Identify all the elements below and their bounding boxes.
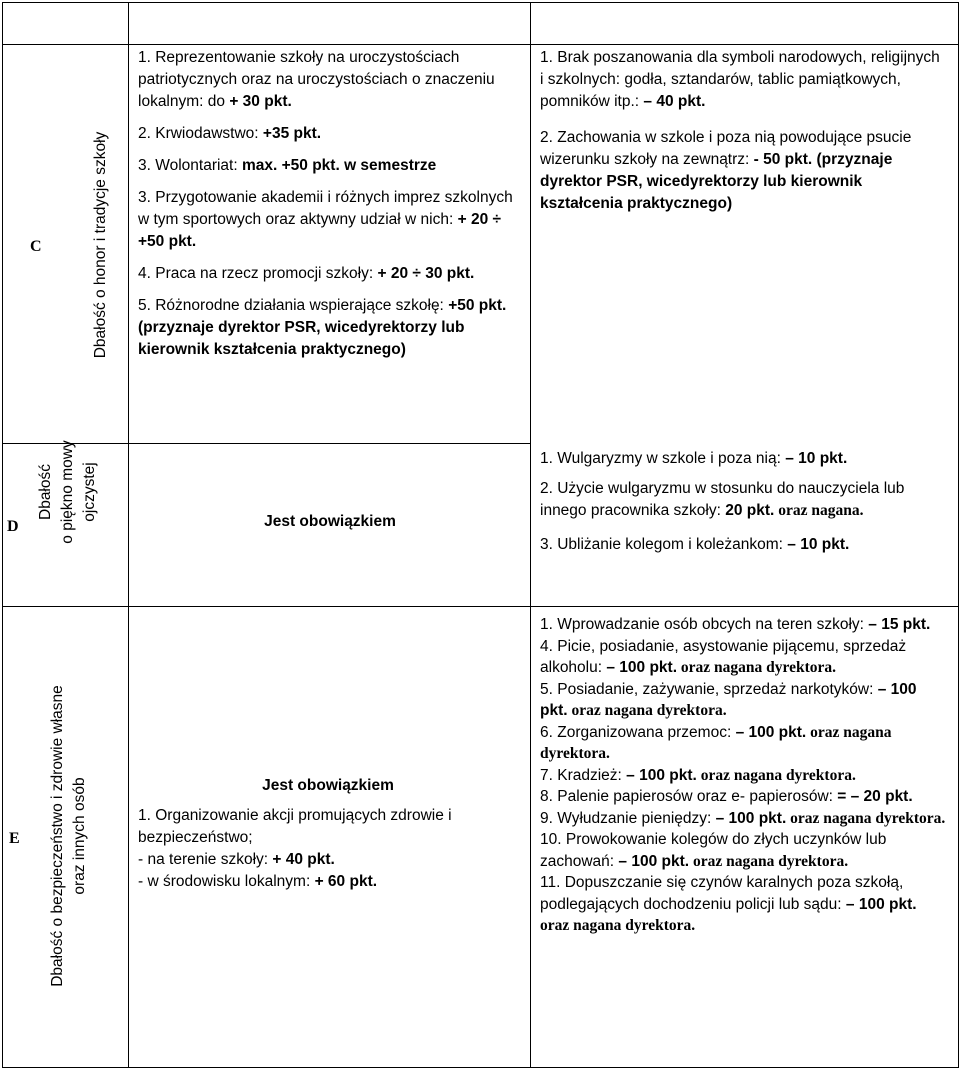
list-item: 2. Krwiodawstwo: +35 pkt. [138, 125, 322, 142]
list-item: 3. Przygotowanie akademii i różnych imprez szkolnych w tym sportowych oraz aktywny udział w nich: + 20 ÷ +50 pkt. [138, 189, 513, 250]
list-item: 9. Wyłudzanie pieniędzy: – 100 pkt. oraz nagana dyrektora. [540, 809, 946, 827]
section-category-c: Dbałość o honor i tradycje szkoły [92, 131, 109, 359]
list-item: 6. Zorganizowana przemoc: – 100 pkt. oraz nagana dyrektora. [540, 723, 892, 762]
list-item: 3. Wolontariat: max. +50 pkt. w semestrze [138, 157, 437, 174]
list-item: - w środowisku lokalnym: + 60 pkt. [138, 873, 378, 890]
list-item: 5. Różnorodne działania wspierające szkołę: +50 pkt. (przyznaje dyrektor PSR, wicedyrektorzy lub kierownik kształcenia praktycznego) [138, 297, 507, 358]
list-item: 1. Wulgaryzmy w szkole i poza nią: – 10 pkt. [540, 450, 848, 467]
list-item: 1. Wprowadzanie osób obcych na teren szkoły: – 15 pkt. [540, 616, 931, 633]
list-item: 1. Organizowanie akcji promujących zdrowie i bezpieczeństwo; [138, 807, 452, 846]
row-divider-d-e [2, 606, 958, 607]
section-c-negative [540, 47, 940, 215]
category-line: o piękno mowy [59, 440, 76, 544]
list-item: 1. Brak poszanowania dla symboli narodowych, religijnych i szkolnych: godła, sztandarów, tablic pamiątkowych, pomników itp.: – 40 pkt. [540, 49, 940, 110]
table-top-border [2, 2, 958, 3]
category-line: Dbałość [37, 464, 54, 520]
category-line: Dbałość o bezpieczeństwo i zdrowie własne [49, 685, 66, 987]
list-item: 8. Palenie papierosów oraz e- papierosów: = – 20 pkt. [540, 788, 913, 805]
section-letter-e: E [9, 830, 20, 847]
list-item: 2. Zachowania w szkole i poza nią powodujące psucie wizerunku szkoły na zewnątrz: - 50 pkt. (przyznaje dyrektor PSR, wicedyrektorzy lub kierownik kształcenia praktycznego) [540, 129, 912, 212]
section-letter-c: C [30, 238, 42, 255]
section-d-negative [540, 448, 940, 556]
list-item: 11. Dopuszczanie się czynów karalnych poza szkołą, podlegających dochodzeniu policji lub sądu: – 100 pkt. oraz nagana dyrektora. [540, 874, 917, 934]
list-item: 5. Posiadanie, zażywanie, sprzedaż narkotyków: – 100 pkt. oraz nagana dyrektora. [540, 680, 917, 719]
section-c-positive [138, 47, 518, 361]
list-item: 10. Prowokowanie kolegów do złych uczynków lub zachowań: – 100 pkt. oraz nagana dyrektora. [540, 831, 887, 870]
list-item: - na terenie szkoły: + 40 pkt. [138, 851, 335, 868]
list-item: 4. Picie, posiadanie, asystowanie pijącemu, sprzedaż alkoholu: – 100 pkt. oraz nagana dyrektora. [540, 637, 907, 676]
list-item: 2. Użycie wulgaryzmu w stosunku do nauczyciela lub innego pracownika szkoły: 20 pkt. oraz nagana. [540, 480, 905, 519]
category-line: oraz innych osób [71, 777, 88, 895]
list-item: 7. Kradzież: – 100 pkt. oraz nagana dyrektora. [540, 766, 856, 784]
section-d-positive-note: Jest obowiązkiem [264, 513, 396, 530]
column-divider-1 [128, 2, 129, 1068]
category-line: ojczystej [81, 462, 98, 522]
list-item: 4. Praca na rzecz promocji szkoły: + 20 ÷ 30 pkt. [138, 265, 475, 282]
list-item: 1. Reprezentowanie szkoły na uroczystościach patriotycznych oraz na uroczystościach o znaczeniu lokalnym: do + 30 pkt. [138, 49, 495, 110]
section-e-positive-note: Jest obowiązkiem [262, 777, 394, 794]
section-category-d [35, 422, 101, 562]
section-letter-d: D [7, 518, 19, 535]
column-divider-2 [530, 2, 531, 1068]
section-e-positive [138, 775, 518, 893]
table-left-border [2, 2, 3, 1068]
section-category-e [47, 661, 91, 1011]
table-header-border [2, 44, 958, 45]
list-item: 3. Ubliżanie kolegom i koleżankom: – 10 pkt. [540, 536, 850, 553]
section-e-negative [540, 614, 948, 937]
table-bottom-border [2, 1067, 958, 1068]
table-right-border [958, 2, 959, 1068]
